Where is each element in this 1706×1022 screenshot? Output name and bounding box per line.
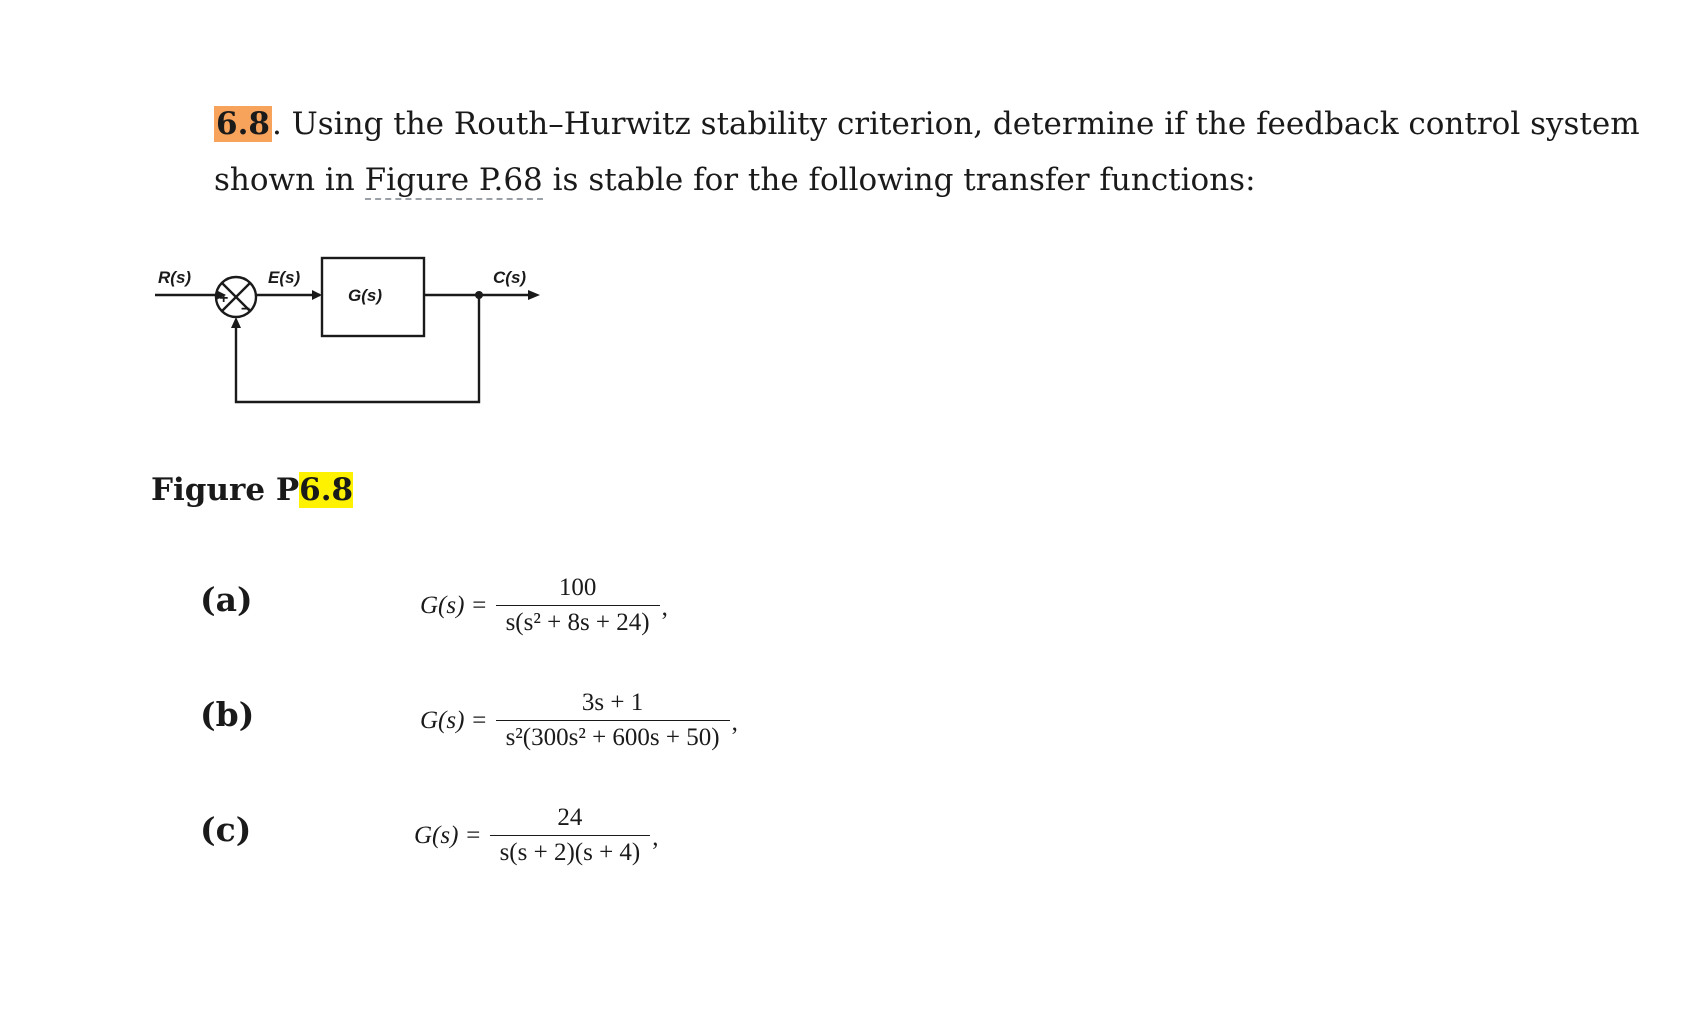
problem-text-start: . Using the Routh–Hurwitz stability criterion, determine if the feedback control system shown in — [214, 106, 1640, 198]
part-b-denominator: s²(300s² + 600s + 50) — [496, 720, 730, 752]
part-c-fraction — [490, 804, 651, 867]
part-c-lhs: G(s) = — [414, 821, 482, 849]
figure-reference-link[interactable]: Figure P.68 — [364, 162, 543, 198]
output-label: C(s) — [493, 268, 527, 287]
part-a-numerator: 100 — [558, 574, 597, 601]
part-c-label: (c) — [200, 810, 252, 849]
part-b-tail: , — [731, 708, 738, 736]
part-b-fraction — [496, 689, 730, 752]
part-b-label: (b) — [200, 695, 255, 734]
part-a-fraction — [496, 574, 660, 637]
feedback-arrowhead — [231, 317, 241, 328]
error-arrowhead — [312, 290, 322, 300]
plus-sign: + — [219, 290, 229, 307]
block-label: G(s) — [348, 286, 382, 305]
caption-number: 6.8 — [299, 472, 354, 508]
error-label: E(s) — [268, 268, 301, 287]
part-a-label: (a) — [200, 580, 253, 619]
part-a-tail: , — [661, 593, 668, 621]
problem-text-end: is stable for the following transfer functions: — [542, 162, 1256, 198]
part-b-numerator: 3s + 1 — [581, 689, 644, 716]
part-a-lhs: G(s) = — [420, 591, 488, 619]
part-a-denominator: s(s² + 8s + 24) — [496, 605, 660, 637]
part-c-equation — [414, 804, 659, 867]
feedback-path — [236, 295, 479, 402]
part-b-equation — [420, 689, 738, 752]
figure-caption — [151, 472, 353, 508]
minus-sign: − — [241, 301, 251, 318]
pickoff-point — [475, 291, 483, 299]
part-b-lhs: G(s) = — [420, 706, 488, 734]
output-arrowhead — [528, 290, 540, 300]
part-a-equation — [420, 574, 668, 637]
problem-number: 6.8 — [216, 106, 270, 142]
part-c-tail: , — [652, 823, 659, 851]
part-c-numerator: 24 — [557, 804, 583, 831]
part-c-denominator: s(s + 2)(s + 4) — [490, 835, 651, 867]
caption-prefix: Figure P — [151, 472, 300, 508]
block-diagram — [150, 250, 550, 410]
input-label: R(s) — [158, 268, 192, 287]
problem-statement — [214, 96, 1684, 208]
